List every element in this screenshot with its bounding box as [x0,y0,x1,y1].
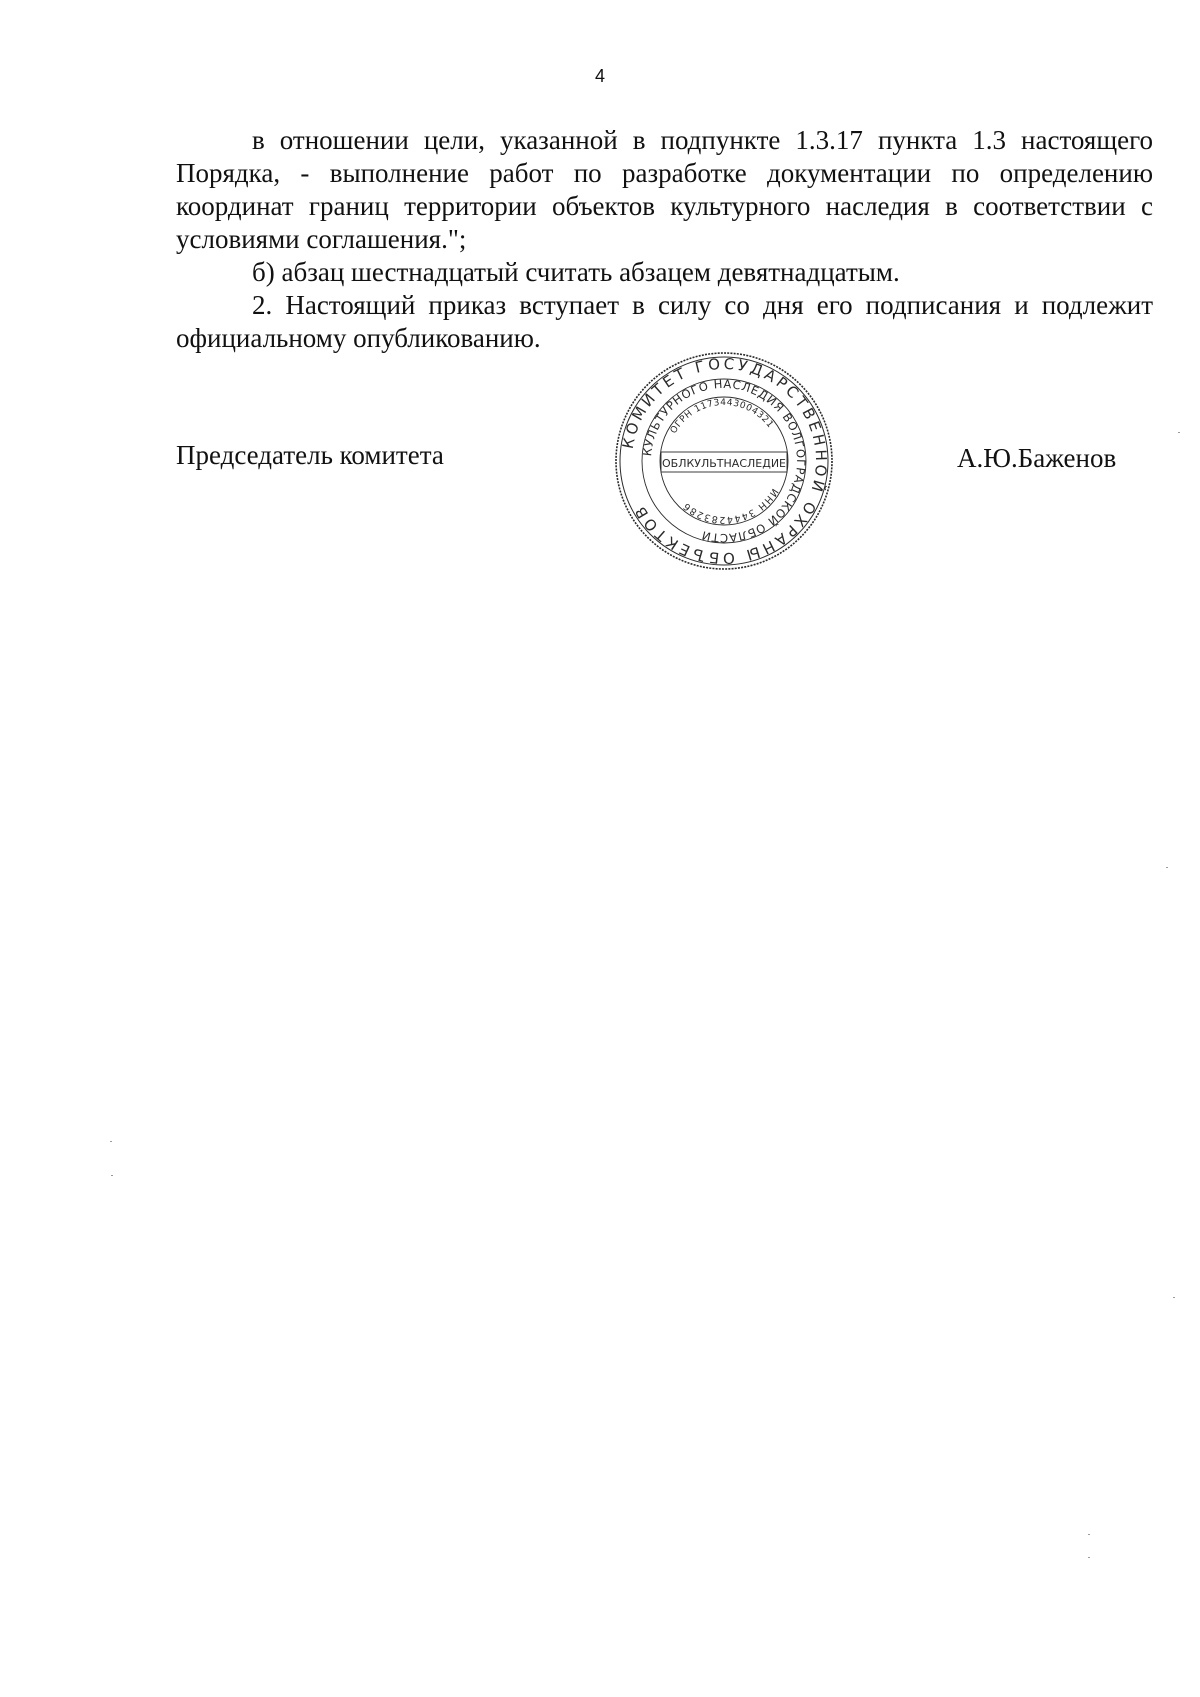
paragraph-amendment-b: б) абзац шестнадцатый считать абзацем девятнадцатым. [252,257,900,287]
seal-inner-text: КУЛЬТУРНОГО НАСЛЕДИЯ ВОЛГОГРАДСКОЙ ОБЛАСТИ [640,376,809,546]
scan-speck [111,1175,113,1176]
seal-inn: ИНН 3444283286 [680,486,780,526]
scan-speck [1166,867,1168,868]
seal-outer-text: КОМИТЕТ ГОСУДАРСТВЕННОЙ ОХРАНЫ ОБЪЕКТОВ [618,354,831,568]
order-body [176,124,1153,355]
seal-center-text: ОБЛКУЛЬТНАСЛЕДИЕ [662,457,786,470]
paragraph-effective-date: 2. Настоящий приказ вступает в силу со дня его подписания и подлежит официальному опубликованию. [176,290,1153,353]
page-number: 4 [594,66,605,86]
seal-ogrn: ОГРН 1173443004321 [668,397,776,436]
scan-speck [1178,432,1180,433]
paragraph-purpose-clause: в отношении цели, указанной в подпункте 1.3.17 пункта 1.3 настоящего Порядка, - выполнение работ по разработке документации по определению координат границ территории объектов культурного наследия в соответствии с условиями соглашения."; [176,125,1153,254]
signatory-title: Председатель комитета [176,440,444,470]
scan-speck [1088,1534,1090,1535]
scan-speck [1088,1557,1090,1558]
svg-text:ОГРН 1173443004321 [669,398,775,436]
signatory-name: А.Ю.Баженов [957,443,1117,473]
scan-speck [110,1141,112,1142]
official-seal-stamp [613,350,835,572]
scan-speck [1173,1297,1175,1298]
